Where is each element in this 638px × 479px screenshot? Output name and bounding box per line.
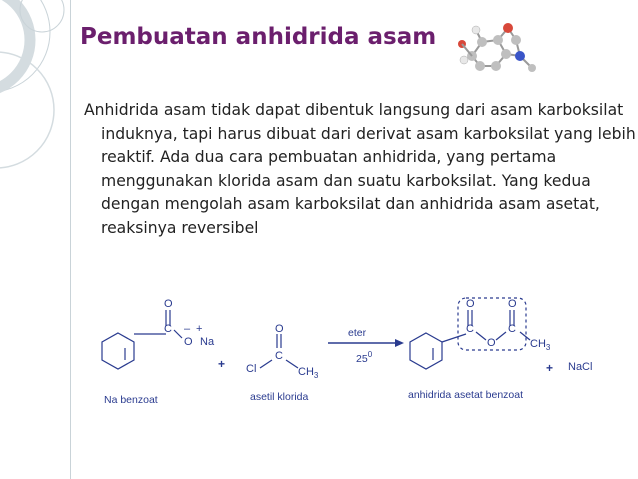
reagent2-atom-Cl: Cl (246, 363, 257, 375)
decorative-arcs (0, 0, 80, 479)
reagent1-label: Na benzoat (104, 394, 158, 406)
product-atom-C2: C (508, 323, 516, 335)
reagent1-structure (102, 310, 182, 369)
reagent2-atom-CH: $CH_3$ (298, 366, 319, 380)
plus-sign-2: + (546, 361, 554, 375)
reaction-arrow (328, 339, 404, 347)
reagent1-atom-C: C (164, 323, 172, 335)
molecule-model-image (458, 14, 542, 78)
product-atom-O2: O (508, 298, 517, 310)
reagent1-charge-minus: – (184, 323, 191, 335)
reagent2-atom-O: O (275, 323, 284, 335)
product-atom-O1: O (466, 298, 475, 310)
reaction-scheme (90, 290, 610, 410)
plus-sign-1: + (218, 357, 226, 371)
product-atom-O-bridge: O (487, 337, 496, 349)
slide-title: Pembuatan anhidrida asam (80, 24, 437, 50)
product-label: anhidrida asetat benzoat (408, 389, 524, 401)
reagent1-charge-plus: + (196, 323, 203, 335)
reagent2-label: asetil klorida (250, 391, 309, 403)
reagent2-atom-C: C (275, 350, 283, 362)
reagent1-atom-O-ion: O (184, 336, 193, 348)
product-atom-C1: C (466, 323, 474, 335)
reagent1-atom-O: O (164, 298, 173, 310)
product-structure (410, 310, 530, 369)
byproduct-NaCl: NaCl (568, 361, 593, 373)
product-atom-CH3: $CH_3$ (530, 338, 551, 352)
arrow-condition-temperature: $25^0$ (356, 350, 373, 365)
arrow-condition-solvent: eter (348, 327, 367, 339)
vertical-divider (70, 0, 71, 479)
reagent1-atom-Na: Na (200, 336, 215, 348)
body-paragraph: Anhidrida asam tidak dapat dibentuk langsung dari asam karboksilat induknya, tapi harus dibuat dari derivat asam karboksilat yang lebih reaktif. Ada dua cara pembuatan anhidrida, yang pertama menggunakan klorida asam dan suatu karboksilat. Yang kedua dengan mengolah asam karboksilat dan anhidrida asam asetat, reaksinya reversibel (84, 101, 636, 237)
